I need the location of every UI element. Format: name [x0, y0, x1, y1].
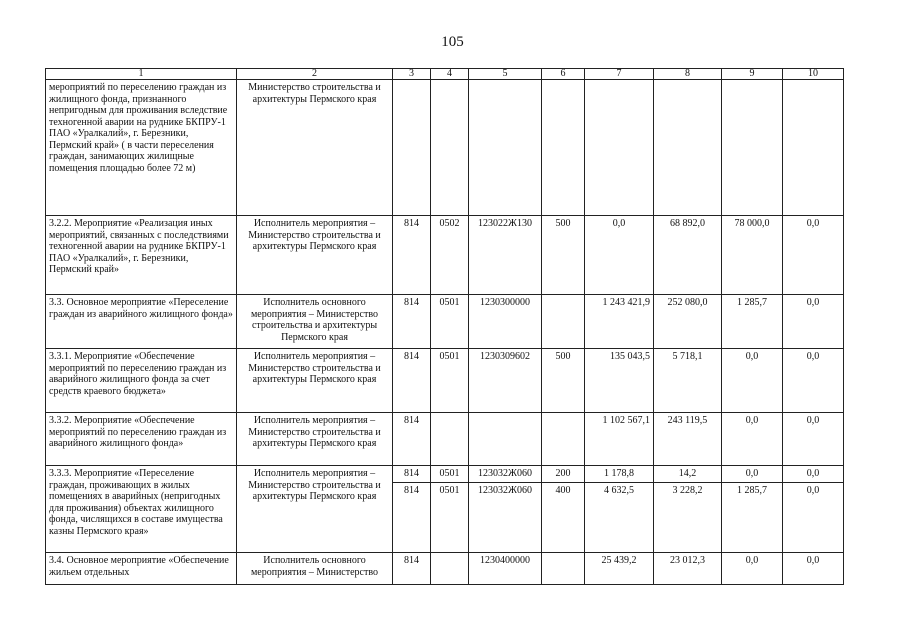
measure-name: 3.3.3. Мероприятие «Переселение граждан, проживающих в жилых помещениях в аварийных (непригодных для проживания) объектах жилищного фонда, числящихся в составе имущества казны Пермского края»: [46, 466, 237, 553]
column-header: 8: [654, 69, 722, 80]
executor: Исполнитель основного мероприятия – Министерство: [237, 553, 393, 585]
amount-col10: 0,0: [783, 295, 844, 349]
section-code: [431, 466, 469, 553]
executor: Исполнитель мероприятия – Министерство строительства и архитектуры Пермского края: [237, 466, 393, 553]
measure-name: 3.3.2. Мероприятие «Обеспечение мероприятий по переселению граждан из аварийного жилищного фонда»: [46, 413, 237, 466]
sub-value: 4 632,5: [585, 482, 653, 499]
column-header: 1: [46, 69, 237, 80]
column-header: 6: [542, 69, 585, 80]
amount-col8: 252 080,0: [654, 295, 722, 349]
amount-col9: 0,0: [722, 349, 783, 413]
ministry-code: 814: [393, 553, 431, 585]
target-item: 1230400000: [469, 553, 542, 585]
amount-col9: 78 000,0: [722, 216, 783, 295]
amount-col7: [585, 466, 654, 553]
expense-type: [542, 553, 585, 585]
ministry-code: 814: [393, 413, 431, 466]
sub-value: 1 285,7: [722, 482, 782, 499]
table-row: [46, 553, 844, 585]
measure-name: мероприятий по переселению граждан из жилищного фонда, признанного непригодным для проживания вследствие техногенной аварии на руднике БКПРУ-1 ПАО «Уралкалий», г. Березники, Пермский край» ( в части переселения граждан, занимающих жилищные помещения площадью более 72 м): [46, 80, 237, 216]
sub-value: 123032Ж060: [469, 482, 541, 499]
sub-value: 200: [555, 468, 571, 479]
amount-col10: 0,0: [783, 349, 844, 413]
header-row: [46, 69, 844, 80]
sub-value: 0501: [431, 482, 468, 499]
ministry-code: 814: [393, 349, 431, 413]
measure-name: 3.4. Основное мероприятие «Обеспечение жильем отдельных: [46, 553, 237, 585]
amount-col9: 0,0: [722, 413, 783, 466]
sub-value: 0,0: [806, 468, 820, 479]
sub-value: 0,0: [783, 482, 843, 499]
measure-name: 3.3. Основное мероприятие «Переселение граждан из аварийного жилищного фонда»: [46, 295, 237, 349]
section-code: 0502: [431, 216, 469, 295]
amount-col8: 243 119,5: [654, 413, 722, 466]
column-header: 5: [469, 69, 542, 80]
amount-col8: 23 012,3: [654, 553, 722, 585]
target-item: 1230300000: [469, 295, 542, 349]
section-code: 0501: [431, 349, 469, 413]
table-row: [46, 295, 844, 349]
expense-type: [542, 466, 585, 553]
table-row: [46, 466, 844, 553]
expense-type: [542, 80, 585, 216]
amount-col9: [722, 80, 783, 216]
sub-value: 814: [393, 482, 430, 499]
amount-col8: [654, 466, 722, 553]
section-code: [431, 80, 469, 216]
amount-col7: [585, 80, 654, 216]
target-item: 1230309602: [469, 349, 542, 413]
executor: Исполнитель мероприятия – Министерство строительства и архитектуры Пермского края: [237, 349, 393, 413]
column-header: 3: [393, 69, 431, 80]
amount-col10: 0,0: [783, 216, 844, 295]
section-code: [431, 413, 469, 466]
amount-col8: [654, 80, 722, 216]
amount-col8: 5 718,1: [654, 349, 722, 413]
amount-col10: [783, 466, 844, 553]
section-code: [431, 553, 469, 585]
sub-value: 1 178,8: [604, 468, 634, 479]
sub-value: 0501: [439, 468, 460, 479]
amount-col10: [783, 80, 844, 216]
expense-type: 500: [542, 216, 585, 295]
expense-type: 500: [542, 349, 585, 413]
amount-col9: 0,0: [722, 553, 783, 585]
page-number: 105: [441, 34, 464, 50]
executor: Исполнитель мероприятия – Министерство строительства и архитектуры Пермского края: [237, 413, 393, 466]
column-header: 7: [585, 69, 654, 80]
column-header: 4: [431, 69, 469, 80]
executor: Исполнитель основного мероприятия – Министерство строительства и архитектуры Пермского края: [237, 295, 393, 349]
table-row: [46, 80, 844, 216]
column-header: 9: [722, 69, 783, 80]
amount-col8: 68 892,0: [654, 216, 722, 295]
amount-col10: 0,0: [783, 553, 844, 585]
amount-col7: 1 243 421,9: [585, 295, 654, 349]
table-row: [46, 413, 844, 466]
amount-col9: [722, 466, 783, 553]
ministry-code: [393, 80, 431, 216]
column-header: 2: [237, 69, 393, 80]
amount-col7: 25 439,2: [585, 553, 654, 585]
expense-type: [542, 413, 585, 466]
sub-value: 814: [404, 468, 419, 479]
sub-value: 14,2: [678, 468, 697, 479]
target-item: [469, 466, 542, 553]
executor: Министерство строительства и архитектуры Пермского края: [237, 80, 393, 216]
amount-col10: 0,0: [783, 413, 844, 466]
target-item: [469, 80, 542, 216]
sub-value: 400: [542, 482, 584, 499]
sub-value: 3 228,2: [654, 482, 721, 499]
amount-col7: 1 102 567,1: [585, 413, 654, 466]
ministry-code: 814: [393, 295, 431, 349]
target-item: [469, 413, 542, 466]
section-code: 0501: [431, 295, 469, 349]
table-row: [46, 216, 844, 295]
amount-col9: 1 285,7: [722, 295, 783, 349]
executor: Исполнитель мероприятия – Министерство строительства и архитектуры Пермского края: [237, 216, 393, 295]
ministry-code: 814: [393, 216, 431, 295]
amount-col7: 135 043,5: [585, 349, 654, 413]
amount-col7: 0,0: [585, 216, 654, 295]
sub-value: 123032Ж060: [478, 468, 532, 479]
sub-value: 0,0: [745, 468, 759, 479]
target-item: 123022Ж130: [469, 216, 542, 295]
expense-type: [542, 295, 585, 349]
table-row: [46, 349, 844, 413]
measure-name: 3.2.2. Мероприятие «Реализация иных мероприятий, связанных с последствиями техногенной аварии на руднике БКПРУ-1 ПАО «Уралкалий», г. Березники, Пермский край»: [46, 216, 237, 295]
measure-name: 3.3.1. Мероприятие «Обеспечение мероприятий по переселению граждан из аварийного жилищного фонда за счет средств краевого бюджета»: [46, 349, 237, 413]
ministry-code: [393, 466, 431, 553]
column-header: 10: [783, 69, 844, 80]
budget-table: [45, 68, 844, 585]
